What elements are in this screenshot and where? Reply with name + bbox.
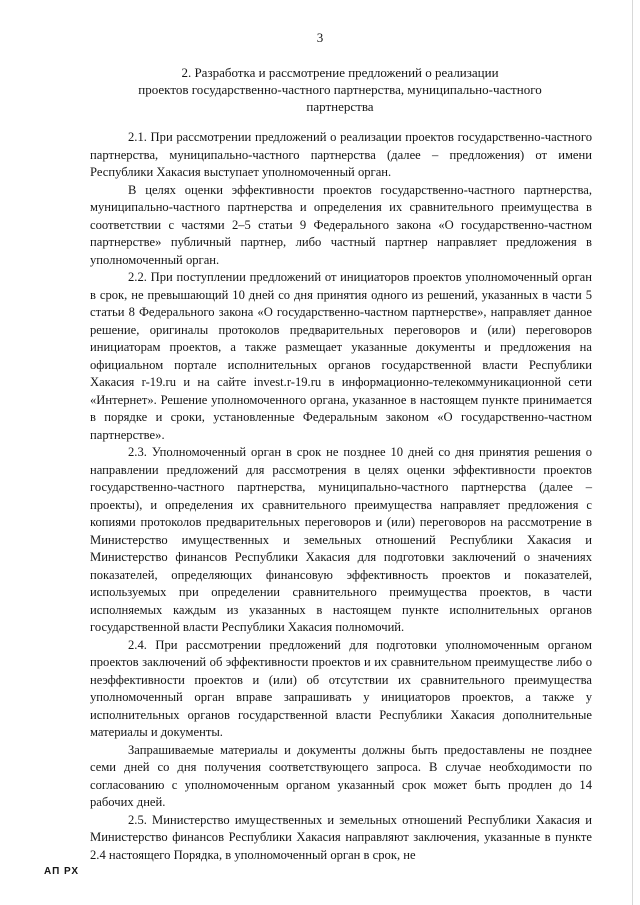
paragraph-2-2: 2.2. При поступлении предложений от инициаторов проектов уполномоченный орган в срок, не превышающий 10 дней со дня принятия одного из решений, указанных в части 5 статьи 8 Федерального закона «О государственно-частном партнерстве», направляет данное решение, оригиналы протоколов предварительных переговоров и (или) переговоров инициаторам проектов, а также размещает указанные документы и предложения на официальном портале исполнительных органов государственной власти Республики Хакасия r-19.ru и на сайте invest.r-19.ru в информационно-телекоммуникационной сети «Интернет». Решение уполномоченного органа, указанное в настоящем пункте принимается в порядке и сроки, установленные Федеральным законом «О государственно-частном партнерстве».	[90, 270, 592, 442]
section-title-line: партнерства	[306, 99, 374, 114]
section-title-line: проектов государственно-частного партнерства, муниципально-частного	[138, 82, 542, 97]
paragraph-2-1-evaluation: В целях оценки эффективности проектов государственно-частного партнерства, муниципально-частного партнерства и определения их сравнительного преимущества в соответствии с частями 2–5 статьи 9 Федерального закона «О государственно-частном партнерстве» публичный партнер, либо частный партнер направляет предложения в уполномоченный орган.	[90, 182, 592, 267]
paragraph-2-3: 2.3. Уполномоченный орган в срок не позднее 10 дней со дня принятия решения о направлении предложений для рассмотрения в целях оценки эффективности проектов государственно-частного партнерства, муниципально-частного партнерства (далее – проекты), и определения их сравнительного преимущества направляет предложения с копиями протоколов предварительных переговоров и (или) переговоров на рассмотрение в Министерство имущественных и земельных отношений Республики Хакасия и Министерство финансов Республики Хакасия для подготовки заключений о значениях показателей, определяющих финансовую эффективность проектов и показателей, используемых при определении сравнительного преимущества проектов, в части исполняемых каждым из указанных в настоящем пункте исполнительных органов государственной власти Республики Хакасия полномочий.	[90, 445, 592, 634]
paragraph-2-5: 2.5. Министерство имущественных и земельных отношений Республики Хакасия и Министерство финансов Республики Хакасия направляют заключения, указанные в пункте 2.4 настоящего Порядка, в уполномоченный орган в срок, не	[90, 812, 592, 862]
paragraph-2-1: 2.1. При рассмотрении предложений о реализации проектов государственно-частного партнерства, муниципально-частного партнерства (далее – предложения) от имени Республики Хакасия выступает уполномоченный орган.	[90, 130, 592, 179]
document-body	[90, 129, 592, 864]
page-number: 3	[316, 30, 324, 45]
paragraph-2-4-materials: Запрашиваемые материалы и документы должны быть предоставлены не позднее семи дней со дня получения соответствующего запроса. В случае необходимости по согласованию с уполномоченным органом указанный срок может быть продлен до 14 рабочих дней.	[90, 742, 592, 809]
scan-edge-divider	[632, 0, 633, 905]
registry-stamp: АП РХ	[44, 866, 80, 877]
section-title-line: 2. Разработка и рассмотрение предложений о реализации	[181, 65, 499, 80]
section-title	[100, 64, 580, 115]
paragraph-2-4: 2.4. При рассмотрении предложений для подготовки уполномоченным органом проектов заключений об эффективности проектов и их сравнительном преимуществе либо о неэффективности проектов и (или) об отсутствии их сравнительного преимущества уполномоченный орган вправе запрашивать у инициаторов проектов, а также у исполнительных органов государственной власти Республики Хакасия дополнительные материалы и документы.	[90, 637, 592, 739]
